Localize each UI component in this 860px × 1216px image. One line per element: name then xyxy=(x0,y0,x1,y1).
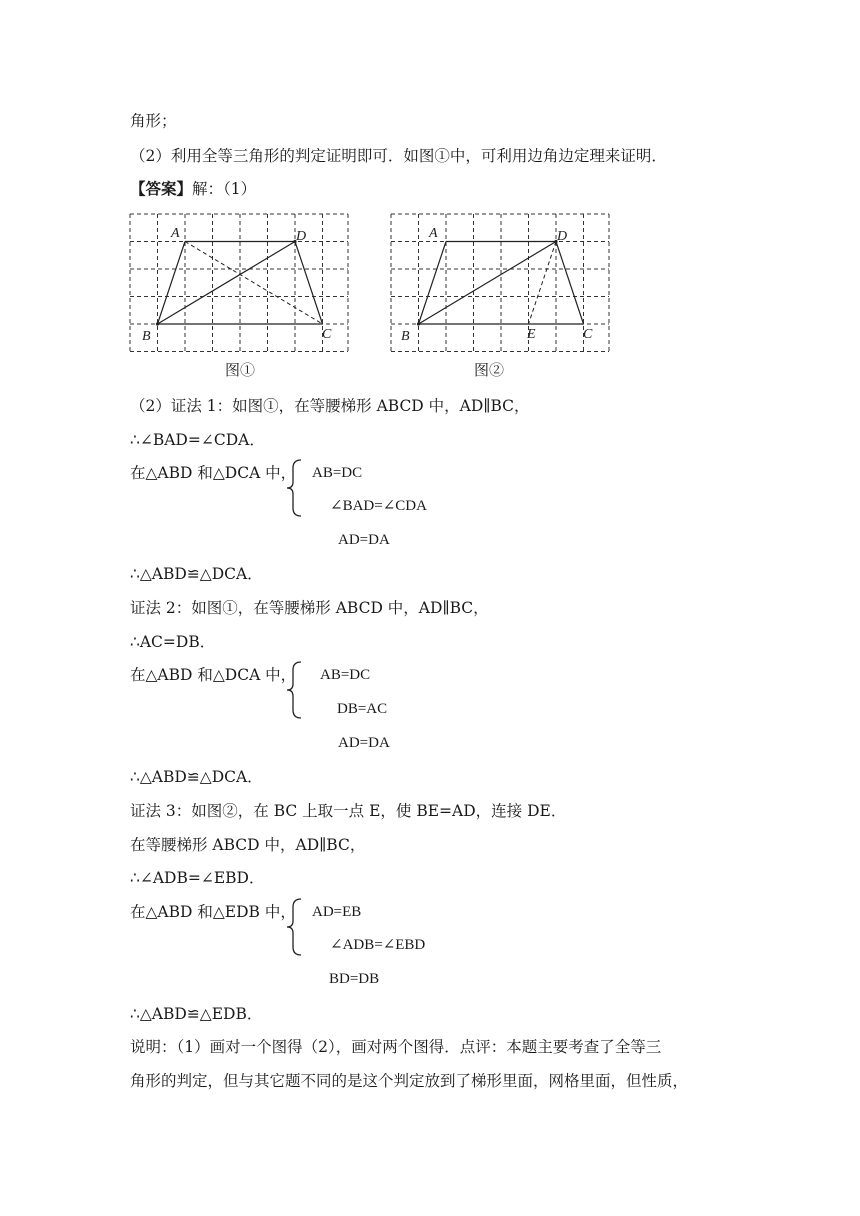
text-line: 证法 2：如图①，在等腰梯形 ABCD 中，AD∥BC， xyxy=(130,599,489,617)
text-line: 角形的判定，但与其它题不同的是这个判定放到了梯形里面，网格里面，但性质， xyxy=(130,1072,689,1090)
label-d: D xyxy=(557,229,568,244)
label-c: C xyxy=(583,327,593,342)
text-line: ∴△ABD≌△DCA． xyxy=(130,565,263,583)
system-eq-2: ∠ADB=∠EBD xyxy=(330,937,426,953)
answer-line xyxy=(130,178,256,200)
text-line: ∴△ABD≌△EDB． xyxy=(130,1005,263,1023)
text-line: 在△ABD 和△EDB 中， xyxy=(130,903,296,921)
segment-de xyxy=(529,242,557,325)
system-eq-2: ∠BAD=∠CDA xyxy=(330,498,427,514)
label-e: E xyxy=(527,327,536,342)
figure-1-caption: 图① xyxy=(225,361,256,379)
text-line: 在△ABD 和△DCA 中， xyxy=(130,666,297,684)
figure-2 xyxy=(389,212,611,354)
system-eq-2: DB=AC xyxy=(337,701,388,717)
system-eq-3: BD=DB xyxy=(329,971,380,987)
text-line: ∴∠ADB=∠EBD． xyxy=(130,869,265,887)
text-line: 说明：（1）画对一个图得（2），画对两个图得．点评：本题主要考查了全等三 xyxy=(130,1038,662,1056)
label-d: D xyxy=(296,229,307,244)
text-line: ∴△ABD≌△DCA． xyxy=(130,768,263,786)
grid xyxy=(391,214,609,352)
label-a: A xyxy=(429,226,438,241)
figure-2-caption: 图② xyxy=(474,361,505,379)
system-eq-3: AD=DA xyxy=(338,532,390,548)
text-line: ∴∠BAD=∠CDA． xyxy=(130,431,265,449)
answer-label: 【答案】 xyxy=(130,179,193,198)
system-eq-1: AB=DC xyxy=(320,667,371,683)
label-c: C xyxy=(322,327,332,342)
text-line: （2）证法 1：如图①，在等腰梯形 ABCD 中，AD∥BC， xyxy=(130,397,530,415)
text-line: 在△ABD 和△DCA 中， xyxy=(130,464,297,482)
label-b: B xyxy=(142,329,151,344)
trapezoid xyxy=(419,242,584,325)
text-line: （2）利用全等三角形的判定证明即可．如图①中，可利用边角边定理来证明． xyxy=(130,147,667,165)
system-eq-3: AD=DA xyxy=(338,735,390,751)
figure-1 xyxy=(128,212,350,354)
brace-icon xyxy=(285,458,305,518)
diagonal-ac xyxy=(185,242,323,325)
brace-icon xyxy=(285,897,305,957)
text-line: 在等腰梯形 ABCD 中，AD∥BC， xyxy=(130,836,366,854)
system-eq-1: AB=DC xyxy=(312,465,363,481)
label-a: A xyxy=(171,226,180,241)
brace-icon xyxy=(285,660,305,720)
trapezoid xyxy=(158,242,323,325)
text-line: ∴AC=DB． xyxy=(130,633,216,651)
text-line: 角形； xyxy=(130,112,177,130)
text-line: 证法 3：如图②，在 BC 上取一点 E，使 BE=AD，连接 DE． xyxy=(130,802,567,820)
answer-intro: 解：（1） xyxy=(192,180,257,198)
system-eq-1: AD=EB xyxy=(312,904,362,920)
label-b: B xyxy=(401,329,410,344)
grid xyxy=(130,214,348,352)
